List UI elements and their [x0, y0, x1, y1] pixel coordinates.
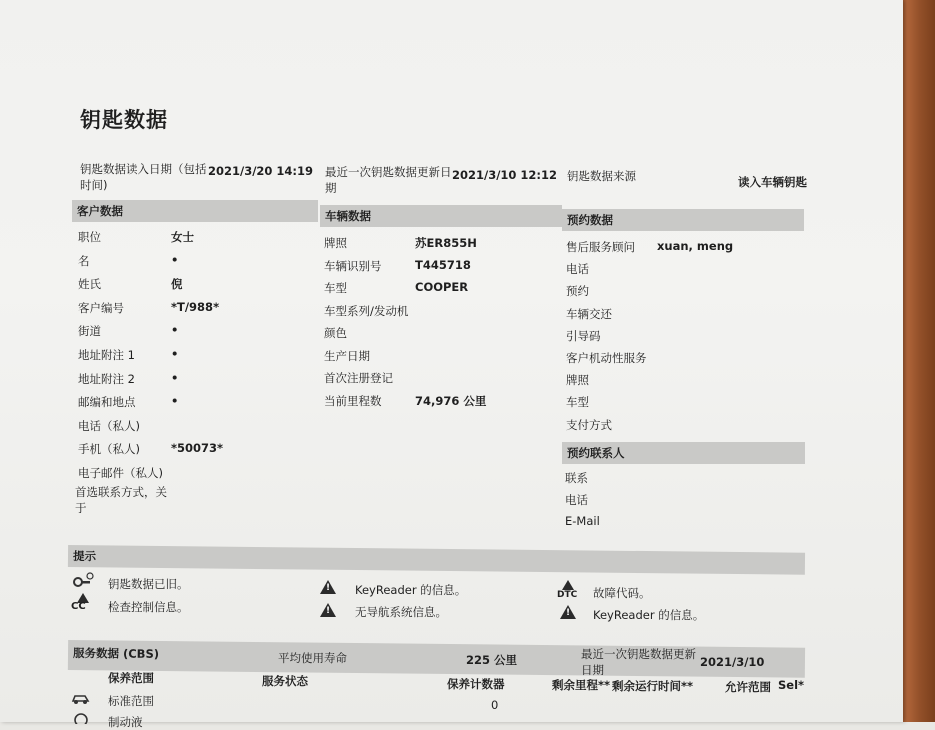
- row-label: 电话: [565, 493, 588, 507]
- cbs-row-brake-fluid: 制动液: [108, 715, 143, 729]
- contact-preference-label: 首选联系方式，关 于: [75, 485, 167, 515]
- row-value: 倪: [171, 277, 183, 292]
- row-label: E-Mail: [565, 514, 600, 528]
- cbs-col-status: 服务状态: [262, 674, 308, 688]
- read-date-label: 钥匙数据读入日期（包括 时间): [80, 162, 207, 192]
- row-value: *T/988*: [171, 299, 220, 314]
- cbs-col-scope: 保养范围: [108, 671, 154, 685]
- row-value: xuan, meng: [657, 239, 734, 253]
- row-label: 牌照: [566, 373, 589, 388]
- customer-section-header: 客户数据: [72, 200, 318, 222]
- hint-text-keyreader-1: KeyReader 的信息。: [355, 583, 467, 597]
- row-value: T445718: [415, 257, 471, 272]
- row-label: 预约: [566, 284, 589, 299]
- hint-text-keyreader-2: KeyReader 的信息。: [593, 608, 705, 622]
- key-icon: [72, 572, 94, 588]
- row-label: 手机（私人): [78, 442, 140, 457]
- last-update-label: 最近一次钥匙数据更新日 期: [325, 165, 452, 195]
- cbs-section-header: 服务数据 (CBS): [68, 640, 805, 678]
- row-value: •: [171, 252, 179, 267]
- row-label: 联系: [565, 471, 588, 485]
- cbs-col-allowed-range: 允许范围: [725, 680, 771, 694]
- row-value: •: [171, 347, 179, 361]
- row-label: 街道: [78, 324, 101, 339]
- hint-text-key-old: 钥匙数据已旧。: [108, 577, 189, 591]
- row-label: 名: [78, 253, 90, 268]
- row-label: 车型: [324, 281, 347, 295]
- warning-icon: !: [320, 580, 336, 596]
- row-label: 车辆识别号: [324, 258, 382, 273]
- brake-icon: [70, 712, 92, 724]
- row-label: 售后服务顾问: [566, 240, 635, 254]
- row-label: 车型系列/发动机: [324, 303, 409, 318]
- row-label: 车辆交还: [566, 306, 612, 321]
- row-label: 电话（私人): [78, 418, 140, 433]
- car-service-icon: [70, 690, 92, 706]
- hints-section-header: 提示: [68, 545, 805, 575]
- row-value: *50073*: [171, 441, 224, 456]
- row-label: 颜色: [324, 326, 347, 340]
- warning-icon: !: [320, 603, 336, 619]
- contact-section-header: 预约联系人: [562, 442, 805, 464]
- cbs-row-standard: 标准范围: [108, 694, 154, 708]
- avg-life-label: 平均使用寿命: [278, 651, 347, 665]
- warning-icon: !: [560, 605, 576, 621]
- hint-text-check-control: 检查控制信息。: [108, 600, 189, 614]
- row-label: 车型: [566, 395, 589, 410]
- cbs-row-standard-counter: 0: [491, 698, 499, 712]
- row-label: 生产日期: [324, 348, 370, 363]
- row-label: 首次注册登记: [324, 371, 393, 385]
- cbs-last-update-label: 最近一次钥匙数据更新 日期: [581, 647, 696, 677]
- cbs-col-remaining-distance: 剩余里程**: [552, 678, 611, 692]
- dtc-icon: DTC: [556, 580, 582, 602]
- row-value: COOPER: [415, 280, 469, 294]
- row-label: 引导码: [566, 328, 601, 343]
- row-value: •: [171, 394, 179, 409]
- check-control-icon: CC: [71, 593, 93, 613]
- hint-text-no-navigation: 无导航系统信息。: [355, 605, 447, 619]
- row-label: 姓氏: [78, 277, 101, 292]
- row-label: 职位: [78, 230, 101, 244]
- cbs-col-sel: Sel*: [778, 678, 805, 692]
- avg-life-value: 225 公里: [466, 653, 518, 667]
- source-value: 读入车辆钥匙: [738, 175, 807, 189]
- row-label: 邮编和地点: [78, 395, 136, 410]
- cbs-col-remaining-time: 剩余运行时间**: [612, 679, 694, 693]
- hint-text-fault-codes: 故障代码。: [593, 586, 651, 600]
- row-label: 地址附注 1: [78, 348, 135, 362]
- row-value: 74,976 公里: [415, 393, 487, 408]
- row-label: 当前里程数: [324, 393, 382, 408]
- row-label: 地址附注 2: [78, 371, 135, 386]
- last-update-value: 2021/3/10 12:12: [452, 168, 558, 182]
- row-value: •: [171, 370, 179, 385]
- cbs-col-counter: 保养计数器: [447, 677, 505, 691]
- page-title: 钥匙数据: [80, 108, 168, 132]
- row-value: 女士: [171, 230, 194, 244]
- cbs-last-update-value: 2021/3/10: [700, 655, 765, 669]
- row-label: 客户编号: [78, 300, 124, 315]
- row-value: •: [171, 323, 179, 338]
- appointment-section-header: 预约数据: [562, 209, 804, 231]
- source-label: 钥匙数据来源: [567, 169, 636, 183]
- row-label: 电子邮件（私人): [78, 466, 163, 480]
- row-value: 苏ER855H: [415, 236, 477, 250]
- read-date-value: 2021/3/20 14:19: [208, 164, 314, 178]
- row-label: 电话: [566, 262, 589, 277]
- vehicle-section-header: 车辆数据: [320, 205, 562, 227]
- row-label: 支付方式: [566, 417, 612, 432]
- row-label: 客户机动性服务: [566, 351, 647, 365]
- row-label: 牌照: [324, 236, 347, 250]
